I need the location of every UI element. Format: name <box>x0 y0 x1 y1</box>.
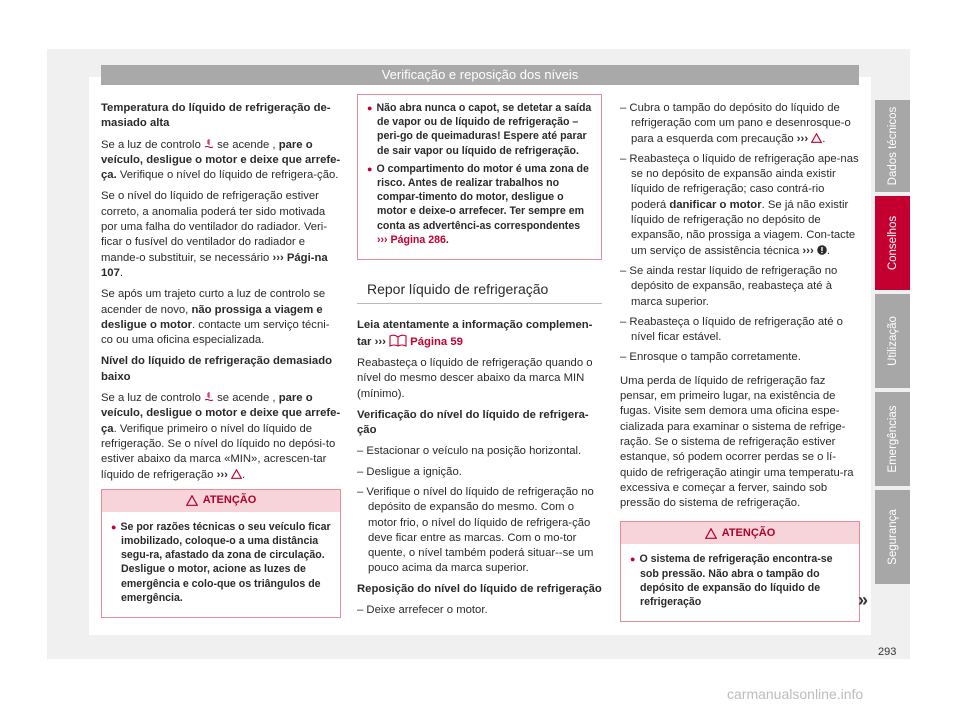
paragraph: Se após um trajeto curto a luz de controlo se acender de novo, não prossiga a viagem e desligue o motor. contacte um serviço técni-co ou uma oficina especializada. <box>101 288 330 347</box>
heading-refill: Reposição do nível do líquido de refrigeração <box>357 582 602 595</box>
warning-triangle-icon <box>811 133 822 143</box>
warning-triangle-icon <box>705 528 717 539</box>
warning-reference-link[interactable]: ››› <box>216 468 228 481</box>
watermark: carmanualsonline.info <box>727 686 864 702</box>
warning-item: ● Não abra nunca o capot, se detetar a saída de vapor ou de líquido de refrigeração – peri-go de queimaduras! Espere até parar de sair vapor ou líquido de refrigeração. <box>366 101 593 158</box>
page-title: Verificação e reposição dos níveis <box>101 65 859 85</box>
info-exclamation-icon <box>817 245 827 255</box>
paragraph: Se o nível do líquido de refrigeração estiver correto, a anomalia poderá ter sido motivada por uma falha do ventilador do radiador. Veri-ficar o fusível do ventilador do radiador e mande-o substituir, se necessário ››› Pági-na 107. <box>101 190 328 279</box>
page-reference-link[interactable]: Página 59 <box>410 335 463 348</box>
column-left <box>101 101 341 618</box>
step-item: – Deixe arrefecer o motor. <box>357 604 488 617</box>
tab-seguranca[interactable]: Segurança <box>875 490 910 584</box>
step-item: – Reabasteça o líquido de refrigeração até o nível ficar estável. <box>620 315 843 344</box>
info-reference-link[interactable]: ››› <box>802 244 814 257</box>
step-item: – Reabasteça o líquido de refrigeração ape-nas se no depósito de expansão ainda existir líquido de refrigeração; caso contrá-rio poderá danificar o motor. Se já não existir líquido de refrigeração no depósito de expansão, não prossiga a viagem. Con-tacte um serviço de assistência técnica ››› . <box>620 152 859 257</box>
heading-level-low: Nível do líquido de refrigeração demasiado baixo <box>101 355 333 383</box>
tab-conselhos[interactable]: Conselhos <box>875 196 910 290</box>
warning-header: ATENÇÃO <box>102 490 340 512</box>
step-item: – Se ainda restar líquido de refrigeração no depósito de expansão, reabasteça até à marca superior. <box>620 264 838 308</box>
warning-item: ● Se por razões técnicas o seu veículo ficar imobilizado, coloque-o a uma distância segu-ra, afastado da zona de circulação. Desligue o motor, acione as luzes de emergência e colo-que os triângulos de emergência. <box>110 520 332 605</box>
warning-item: ● O compartimento do motor é uma zona de risco. Antes de realizar trabalhos no compar-timento do motor, desligue o motor e deixe-o arrefecer. Ter sempre em conta as advertênci-as correspondentes ››› Página 286. <box>366 162 593 247</box>
step-item: – Verifique o nível do líquido de refrigeração no depósito de expansão do mesmo. Com o motor frio, o nível do líquido de refrigera-ção deve ficar entre as marcas. Com o mo-tor quente, o nível também poderá situar--se um pouco acima da marca superior. <box>357 486 594 575</box>
paragraph: Se a luz de controlo se acende , pare o veículo, desligue o motor e deixe que arrefe-ça. Verifique primeiro o nível do líquido de refrigeração. Se o nível do líquido no depósi-to estiver abaixo da marca «MIN», acrescen-tar líquido de refrigeração ››› . <box>101 392 341 481</box>
tab-emergencias[interactable]: Emergências <box>875 392 910 486</box>
page-reference-link[interactable]: ››› Página 286 <box>377 233 446 246</box>
paragraph: Uma perda de líquido de refrigeração faz pensar, em primeiro lugar, na existência de fugas. Visite sem demora uma oficina espe-cializada para examinar o sistema de refrige-ração. Se o sistema de refrigeração estiver estanque, só podem ocorrer perdas se o lí-quido de refrigeração atingir uma temperatu-ra excessiva e começar a ferver, saindo sob pressão do sistema de refrigeração. <box>620 374 854 510</box>
page-reference-link[interactable]: ››› Pági-na 107 <box>101 251 328 279</box>
step-item: – Estacionar o veículo na posição horizontal. <box>357 445 582 458</box>
column-middle <box>357 101 602 623</box>
reference-arrows: ››› <box>374 335 386 348</box>
coolant-warning-icon <box>204 391 214 402</box>
heading-check-level: Verificação do nível do líquido de refrigera-ção <box>357 408 589 437</box>
warning-item: ● O sistema de refrigeração encontra-se sob pressão. Não abra o tampão do depósito de expansão do líquido de refrigeração <box>629 552 851 609</box>
lead-paragraph: Leia atentamente a informação complemen-tar ››› Página 59 <box>357 319 593 348</box>
warning-header: ATENÇÃO <box>621 522 859 544</box>
column-right <box>620 101 860 622</box>
paragraph: Se a luz de controlo se acende , pare o veículo, desligue o motor e deixe que arrefe-ça. Verifique o nível do líquido de refrigera-ção. <box>101 138 341 182</box>
step-item: – Desligue a ignição. <box>357 465 462 478</box>
step-item: – Enrosque o tampão corretamente. <box>620 351 801 364</box>
warning-box <box>620 521 860 622</box>
step-item: – Cubra o tampão do depósito do líquido de refrigeração com um pano e desenrosque-o para a esquerda com precaução ››› . <box>620 102 851 145</box>
paragraph: Reabasteça o líquido de refrigeração quando o nível do mesmo descer abaixo da marca MIN (mínimo). <box>357 356 593 400</box>
book-icon <box>389 334 407 347</box>
continue-marker: » <box>858 590 869 610</box>
tab-utilizacao[interactable]: Utilização <box>875 294 910 388</box>
tab-dados-tecnicos[interactable]: Dados técnicos <box>875 100 910 192</box>
section-divider <box>357 303 602 304</box>
warning-triangle-icon <box>231 469 242 479</box>
warning-box-continued <box>357 94 602 260</box>
warning-reference-link[interactable]: ››› <box>796 132 809 145</box>
page-number: 293 <box>878 646 897 658</box>
warning-box <box>101 489 341 618</box>
heading-temperature: Temperatura do líquido de refrigeração de-masiado alta <box>101 102 331 130</box>
section-title: Repor líquido de refrigeração <box>367 281 549 298</box>
coolant-warning-icon <box>204 138 214 149</box>
warning-triangle-icon <box>186 495 198 506</box>
